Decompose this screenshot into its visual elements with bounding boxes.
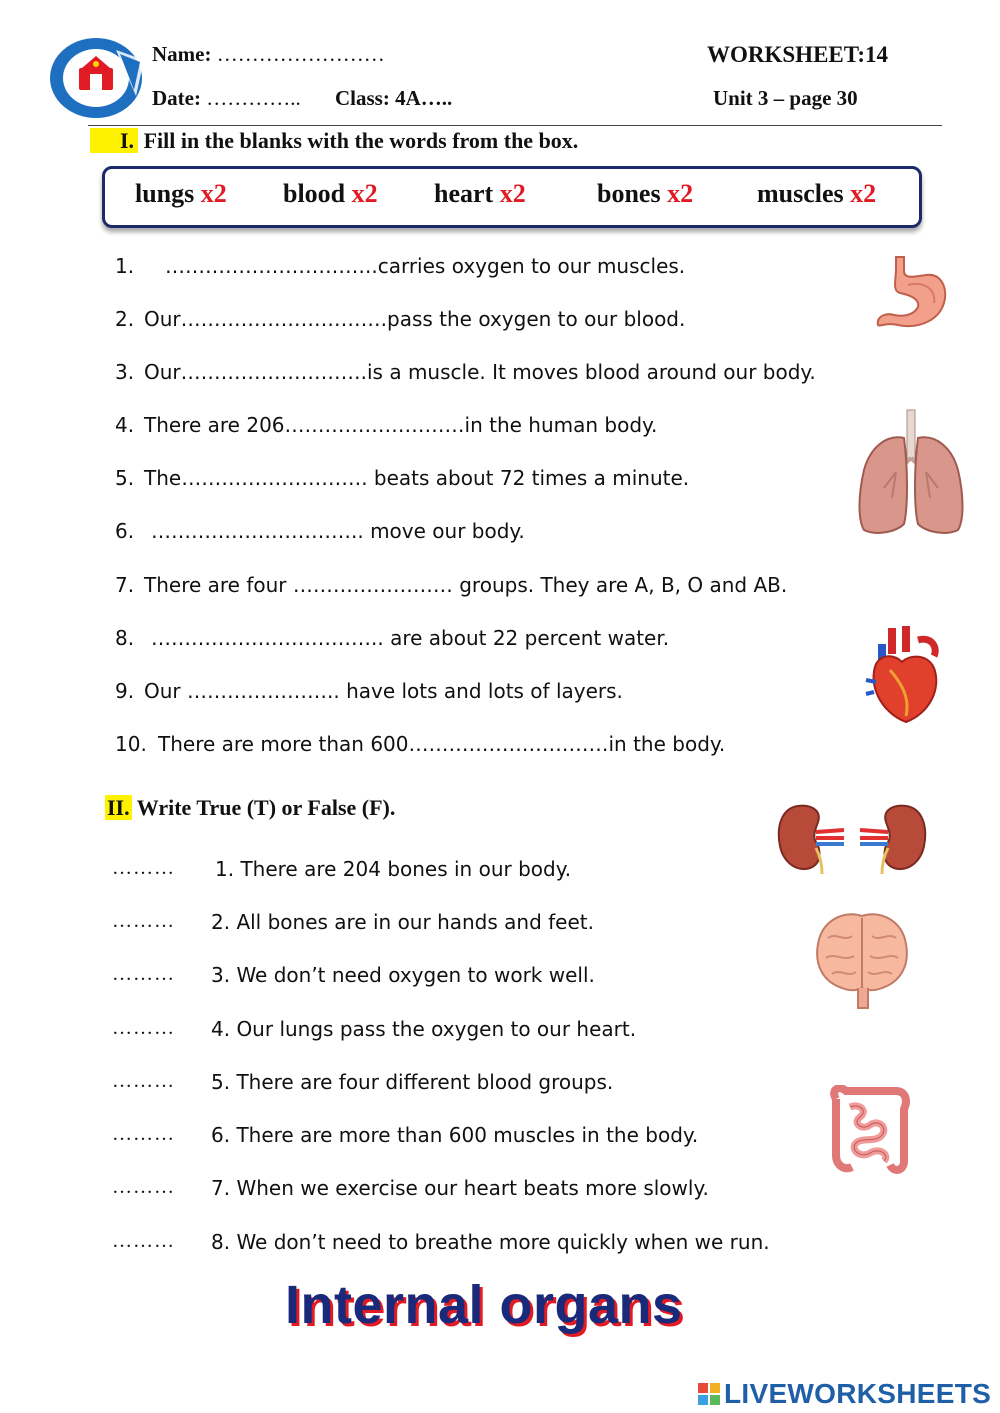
question-8[interactable]: 8. …………………………….. are about 22 percent water. [115, 626, 670, 650]
question-5[interactable]: 5. The………………………. beats about 72 times a minute. [115, 466, 690, 490]
answer-blank[interactable]: ……… [112, 1176, 175, 1198]
question-1[interactable]: 1. …………………………..carries oxygen to our muscles. [115, 254, 686, 278]
question-9[interactable]: 9. Our ………………….. have lots and lots of layers. [115, 679, 623, 703]
lungs-icon [856, 408, 966, 538]
question-3[interactable]: 3. Our……………………….is a muscle. It moves blood around our body. [115, 360, 816, 384]
stomach-icon [874, 255, 950, 335]
section1-numeral: I. [90, 128, 138, 153]
liveworksheets-logo-icon [698, 1383, 720, 1405]
word-heart: heart x2 [434, 179, 526, 208]
statement-5: ……… 5. There are four different blood groups. [112, 1070, 614, 1094]
question-7[interactable]: 7. There are four …………………… groups. They are A, B, O and AB. [115, 573, 788, 597]
unit-label: Unit 3 – page 30 [713, 86, 858, 110]
statement-6: ……… 6. There are more than 600 muscles in the body. [112, 1123, 699, 1147]
class-label: Class: 4A….. [335, 86, 453, 110]
question-4[interactable]: 4. There are 206………………………in the human body. [115, 413, 658, 437]
date-blank[interactable]: ………….. [206, 86, 301, 110]
word-muscles: muscles x2 [757, 179, 877, 208]
brain-icon [814, 908, 910, 1012]
worksheet-number: WORKSHEET:14 [707, 42, 889, 67]
brand-label[interactable]: LIVEWORKSHEETS [724, 1378, 992, 1409]
word-box [102, 166, 922, 228]
statement-2: ……… 2. All bones are in our hands and feet. [112, 910, 594, 934]
answer-blank[interactable]: ……… [112, 963, 175, 985]
statement-8: ……… 8. We don’t need to breathe more quickly when we run. [112, 1230, 770, 1254]
word-bones: bones x2 [597, 179, 694, 208]
question-10[interactable]: 10. There are more than 600…………………………in the body. [115, 732, 726, 756]
section1-instruction: Fill in the blanks with the words from the box. [143, 128, 579, 153]
statement-3: ……… 3. We don’t need oxygen to work well. [112, 963, 595, 987]
answer-blank[interactable]: ……… [112, 857, 175, 879]
school-logo [46, 36, 150, 120]
name-blank[interactable]: …………………… [216, 42, 385, 66]
header-divider [88, 125, 942, 126]
heart-organ-icon [862, 624, 944, 728]
statement-4: ……… 4. Our lungs pass the oxygen to our heart. [112, 1017, 637, 1041]
answer-blank[interactable]: ……… [112, 910, 175, 932]
question-2[interactable]: 2. Our………………………….pass the oxygen to our blood. [115, 307, 686, 331]
section2-instruction: Write True (T) or False (F). [136, 795, 396, 820]
page-title: Internal organs [285, 1275, 683, 1335]
statement-1: ……… 1. There are 204 bones in our body. [112, 857, 572, 881]
kidneys-icon [776, 802, 928, 876]
intestines-icon [826, 1085, 910, 1177]
section2-numeral: II. [107, 795, 130, 820]
section1-heading [90, 128, 578, 154]
answer-blank[interactable]: ……… [112, 1123, 175, 1145]
word-lungs: lungs x2 [135, 179, 227, 208]
statement-7: ……… 7. When we exercise our heart beats more slowly. [112, 1176, 709, 1200]
word-blood: blood x2 [283, 179, 378, 208]
name-field[interactable] [152, 42, 385, 67]
question-6[interactable]: 6. ………………………….. move our body. [115, 519, 525, 543]
date-field[interactable] [152, 86, 301, 111]
date-label: Date: [152, 86, 201, 110]
answer-blank[interactable]: ……… [112, 1017, 175, 1039]
name-label: Name: [152, 42, 212, 66]
answer-blank[interactable]: ……… [112, 1070, 175, 1092]
section2-heading [105, 795, 395, 821]
answer-blank[interactable]: ……… [112, 1230, 175, 1252]
